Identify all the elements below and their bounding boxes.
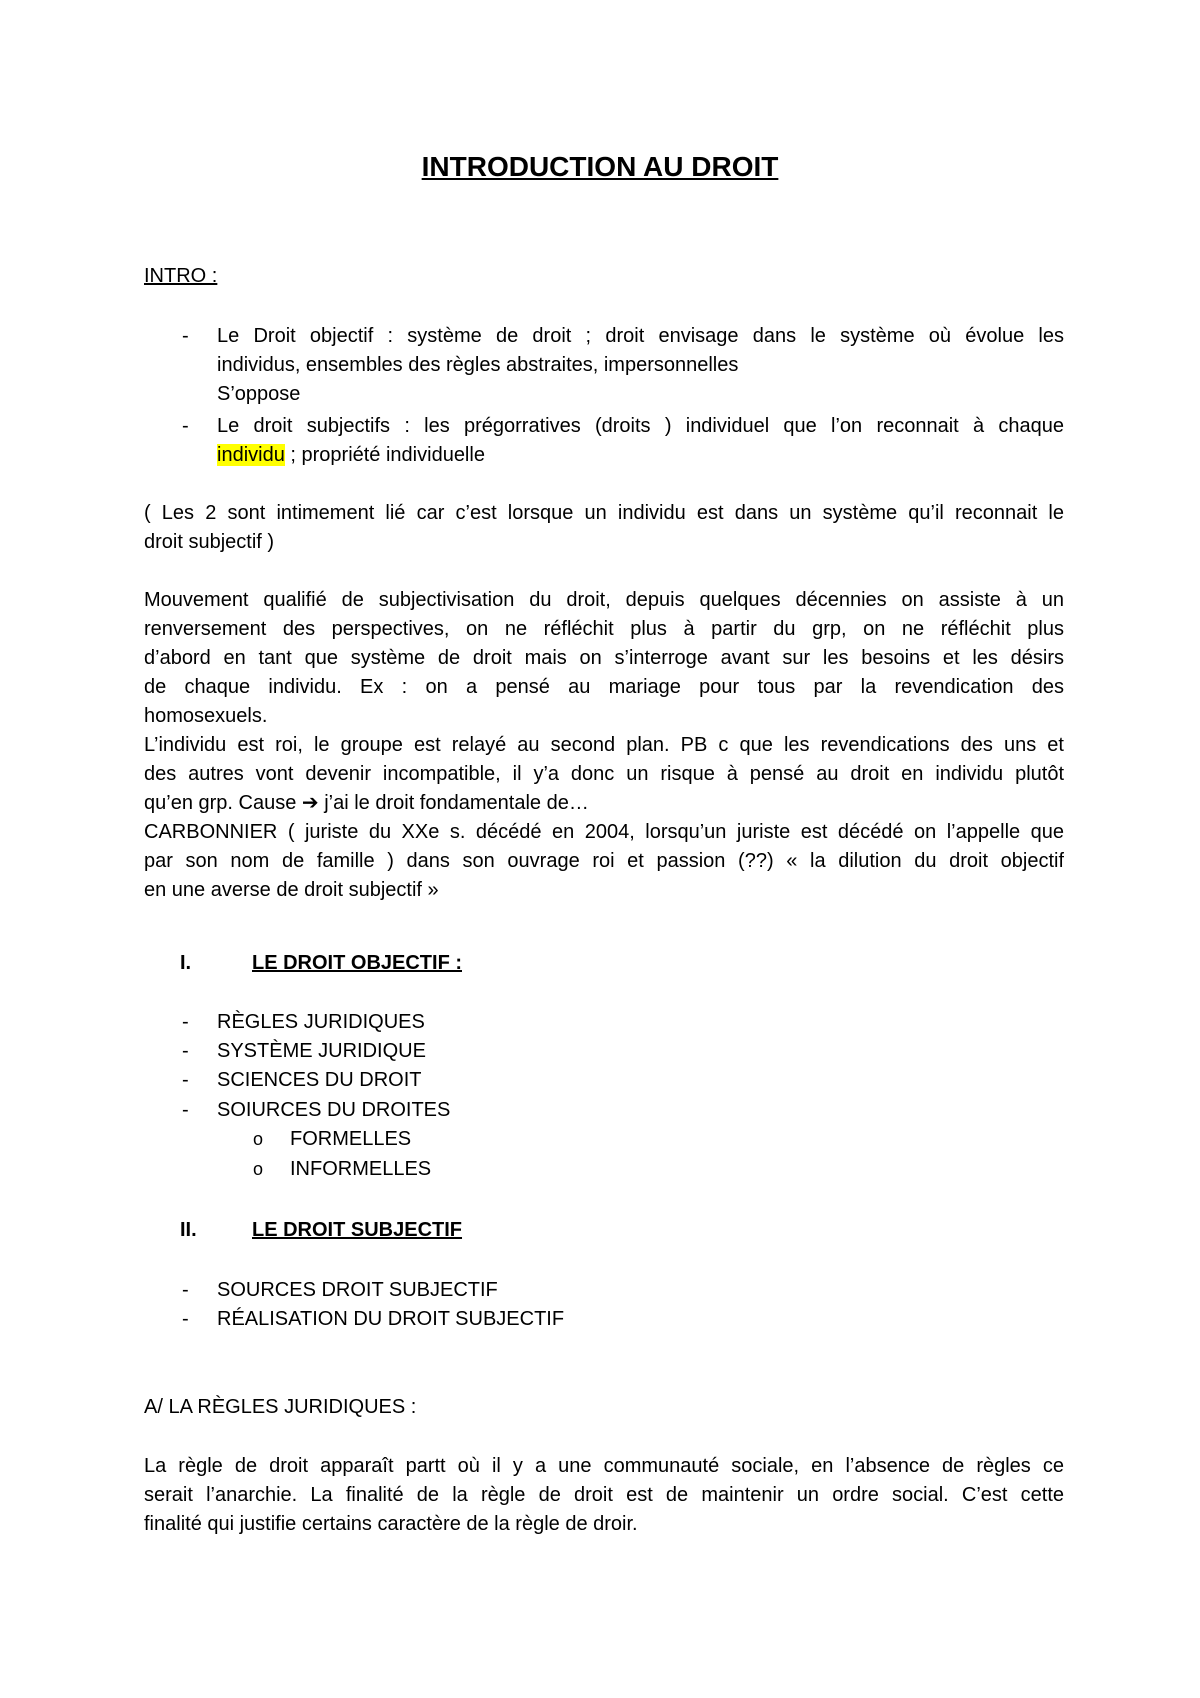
text-fragment: j’ai le droit fondamentale de… xyxy=(318,792,589,814)
text-line: individus, ensembles des règles abstraites, impersonnelles xyxy=(217,354,739,376)
list-item: SOURCES DROIT SUBJECTIF xyxy=(217,1279,498,1301)
section-number: I. xyxy=(180,952,192,974)
text-line: de chaque individu. Ex : on a pensé au mariage pour tous par la revendication des xyxy=(144,676,1064,698)
text-line: CARBONNIER ( juriste du XXe s. décédé en 2004, lorsqu’un juriste est décédé on l’appelle que xyxy=(144,821,1064,843)
bullet-dash: - xyxy=(182,1308,189,1330)
paragraph-link xyxy=(144,499,1064,557)
text-line: des autres vont devenir incompatible, il y’a donc un risque à pensé au droit en individu plutôt xyxy=(144,763,1064,785)
list-item: RÉALISATION DU DROIT SUBJECTIF xyxy=(217,1308,565,1330)
text-line: Mouvement qualifié de subjectivisation du droit, depuis quelques décennies on assiste à un xyxy=(144,589,1064,611)
sub-bullet-marker: o xyxy=(253,1129,264,1149)
bullet-dash: - xyxy=(182,1069,189,1091)
bullet-dash: - xyxy=(182,325,189,347)
text-line: finalité qui justifie certains caractère de la règle de droir. xyxy=(144,1513,638,1535)
text-line: renversement des perspectives, on ne réfléchit plus à partir du grp, on ne réfléchit plus xyxy=(144,618,1064,640)
text-line: par son nom de famille ) dans son ouvrage roi et passion (??) « la dilution du droit objectif xyxy=(144,850,1064,872)
text-line xyxy=(144,789,1064,818)
paragraph-regle-de-droit xyxy=(144,1452,1064,1539)
sub-bullet-marker: o xyxy=(253,1159,264,1179)
text-line: Le droit subjectifs : les prégorratives (droits ) individuel que l’on reconnait à chaque xyxy=(217,415,1064,437)
section-title-subjective: LE DROIT SUBJECTIF xyxy=(252,1219,463,1241)
text-line: La règle de droit apparaît partt où il y a une communauté sociale, en l’absence de règles ce xyxy=(144,1455,1064,1477)
text-line: serait l’anarchie. La finalité de la règle de droit est de maintenir un ordre social. C’est cette xyxy=(144,1484,1064,1506)
bullet-dash: - xyxy=(182,1099,189,1121)
highlighted-word: individu xyxy=(217,444,285,466)
bullet-dash: - xyxy=(182,1279,189,1301)
text-line: L’individu est roi, le groupe est relayé au second plan. PB c que les revendications des uns et xyxy=(144,734,1064,756)
arrow-icon: ➔ xyxy=(301,792,319,814)
text-line xyxy=(217,441,1064,470)
text-line: homosexuels. xyxy=(144,705,268,727)
list-item: SYSTÈME JURIDIQUE xyxy=(217,1040,426,1062)
list-item: SCIENCES DU DROIT xyxy=(217,1069,422,1091)
intro-heading: INTRO : xyxy=(144,265,218,287)
bullet-dash: - xyxy=(182,415,189,437)
sub-list-item: INFORMELLES xyxy=(290,1158,432,1180)
intro-bullet-subjective xyxy=(217,412,1064,470)
sub-list-item: FORMELLES xyxy=(290,1128,412,1150)
text-line: droit subjectif ) xyxy=(144,531,275,553)
paragraph-subjectivisation xyxy=(144,586,1064,905)
bullet-dash: - xyxy=(182,1040,189,1062)
text-fragment: qu’en grp. Cause xyxy=(144,792,302,814)
text-line: Le Droit objectif : système de droit ; droit envisage dans le système où évolue les xyxy=(217,325,1064,347)
list-item: SOIURCES DU DROITES xyxy=(217,1099,451,1121)
list-item: RÈGLES JURIDIQUES xyxy=(217,1011,425,1033)
section-number: II. xyxy=(180,1219,197,1241)
text-fragment: ; propriété individuelle xyxy=(284,444,485,466)
text-line: en une averse de droit subjectif » xyxy=(144,879,439,901)
document-title: INTRODUCTION AU DROIT xyxy=(421,151,779,182)
section-title-objective: LE DROIT OBJECTIF : xyxy=(252,952,462,974)
text-line: ( Les 2 sont intimement lié car c’est lorsque un individu est dans un système qu’il reconnait le xyxy=(144,502,1064,524)
text-line: d’abord en tant que système de droit mais on s’interroge avant sur les besoins et les désirs xyxy=(144,647,1064,669)
intro-bullet-objective xyxy=(217,322,1064,409)
text-line: S’oppose xyxy=(217,383,301,405)
bullet-dash: - xyxy=(182,1011,189,1033)
subsection-heading: A/ LA RÈGLES JURIDIQUES : xyxy=(144,1396,417,1418)
